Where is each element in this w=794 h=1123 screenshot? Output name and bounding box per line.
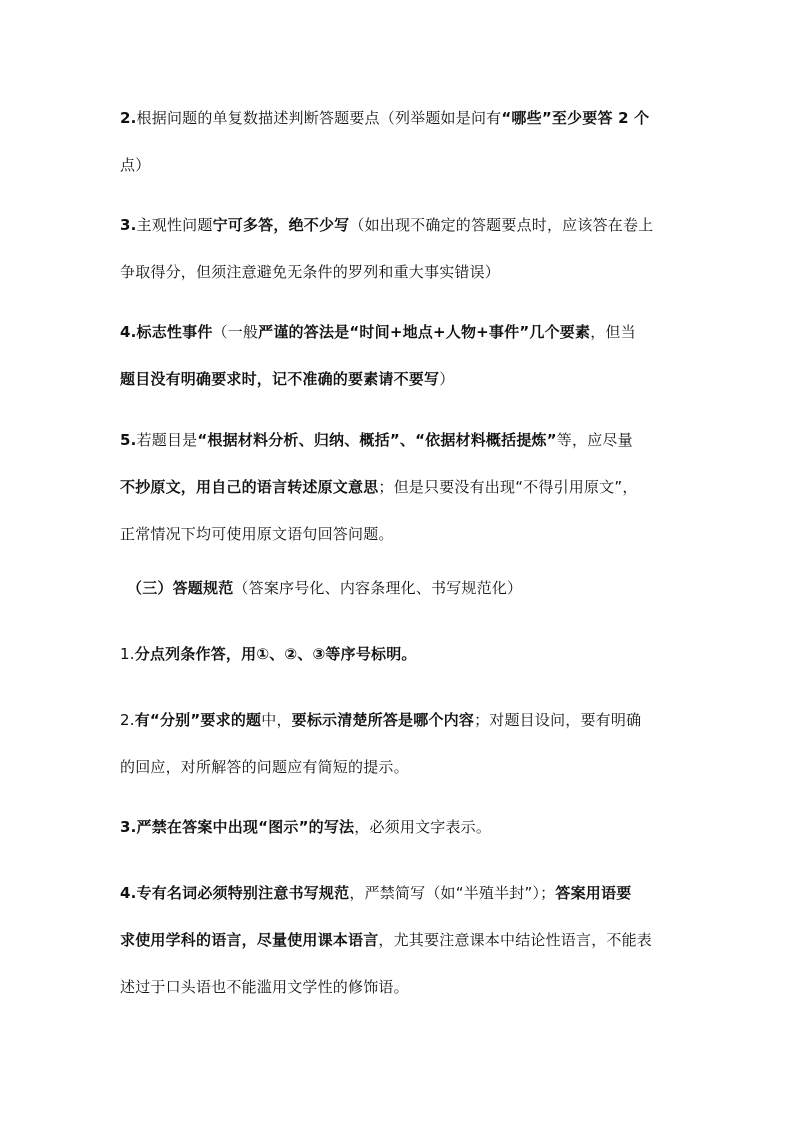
answer-point-item-3 xyxy=(120,202,680,296)
text-normal: （如出现不确定的答题要点时，应该答在卷上 xyxy=(349,216,654,234)
text-normal: ，严禁简写（如“半殖半封”）； xyxy=(349,884,556,902)
text-normal: ；对题目设问，要有明确 xyxy=(474,711,642,729)
text-line xyxy=(120,870,680,917)
text-line xyxy=(120,202,680,249)
answer-point-item-2 xyxy=(120,95,680,189)
text-line xyxy=(120,95,680,142)
text-normal: ；但是只要没有出现“不得引用原文”， xyxy=(378,478,638,496)
text-bold: 宁可多答，绝不少写 xyxy=(212,216,350,234)
text-normal: 根据问题的单复数描述判断答题要点（列举题如是问有 xyxy=(136,109,502,127)
text-bold: 求使用学科的语言，尽量使用课本语言 xyxy=(120,931,379,949)
text-bold: 4.标志性事件 xyxy=(120,323,213,341)
item-number: 5. xyxy=(120,431,137,449)
text-bold: 4.专有名词必须特别注意书写规范 xyxy=(120,884,350,902)
text-normal: ） xyxy=(439,370,455,388)
text-bold: 有“分别”要求的题 xyxy=(134,711,262,729)
text-normal: ，必须用文字表示。 xyxy=(354,818,492,836)
rule-item-4 xyxy=(120,870,680,1011)
section-title: 答题规范 xyxy=(172,579,234,597)
text-bold: “哪些”至少要答 2 个 xyxy=(501,109,650,127)
answer-point-item-4 xyxy=(120,309,680,403)
text-normal: ，尤其要注意课本中结论性语言，不能表 xyxy=(378,931,653,949)
text-line xyxy=(120,964,680,1011)
text-line xyxy=(127,565,687,612)
text-line xyxy=(120,744,680,791)
text-line xyxy=(120,309,680,356)
text-normal: 述过于口头语也不能滥用文学性的修饰语。 xyxy=(120,978,409,996)
text-bold: 严谨的答法是“时间+地点+人物+事件”几个要素 xyxy=(258,323,591,341)
text-bold: “根据材料分析、归纳、概括”、“依据材料概括提炼” xyxy=(197,431,557,449)
section-heading xyxy=(127,565,687,612)
text-bold: 不抄原文，用自己的语言转述原文意思 xyxy=(120,478,379,496)
text-normal: ，但当 xyxy=(590,323,636,341)
text-normal: 等，应尽量 xyxy=(556,431,633,449)
text-bold: 分点列条作答，用①、②、③等序号标明。 xyxy=(134,645,417,663)
text-normal: 若题目是 xyxy=(136,431,198,449)
text-normal: 争取得分，但须注意避免无条件的罗列和重大事实错误） xyxy=(120,263,501,281)
rule-item-1 xyxy=(120,631,680,678)
text-line xyxy=(120,631,680,678)
text-bold: 3.严禁在答案中出现“图示”的写法 xyxy=(120,818,355,836)
text-line xyxy=(120,511,680,558)
rule-item-3 xyxy=(120,804,680,851)
text-line xyxy=(120,417,680,464)
text-normal: 中， xyxy=(261,711,292,729)
answer-point-item-5 xyxy=(120,417,680,558)
item-number: 2. xyxy=(120,109,137,127)
text-line xyxy=(120,917,680,964)
text-normal: 主观性问题 xyxy=(136,216,213,234)
text-normal: （一般 xyxy=(212,323,259,341)
text-bold: 题目没有明确要求时，记不准确的要素请不要写 xyxy=(120,370,440,388)
text-normal: 2. xyxy=(120,711,135,729)
text-normal: 正常情况下均可使用原文语句回答问题。 xyxy=(120,525,394,543)
section-note: （答案序号化、内容条理化、书写规范化） xyxy=(233,579,523,597)
text-line xyxy=(120,697,680,744)
text-bold: 答案用语要 xyxy=(555,884,632,902)
text-line xyxy=(120,804,680,851)
section-number: （三） xyxy=(127,579,173,597)
text-bold: 要标示清楚所答是哪个内容 xyxy=(291,711,475,729)
rule-item-2 xyxy=(120,697,680,791)
text-line xyxy=(120,464,680,511)
text-normal: 点） xyxy=(120,156,151,174)
text-line xyxy=(120,249,680,296)
text-normal: 1. xyxy=(120,645,135,663)
text-line xyxy=(120,356,680,403)
text-line xyxy=(120,142,680,189)
item-number: 3. xyxy=(120,216,137,234)
text-normal: 的回应，对所解答的问题应有简短的提示。 xyxy=(120,758,409,776)
